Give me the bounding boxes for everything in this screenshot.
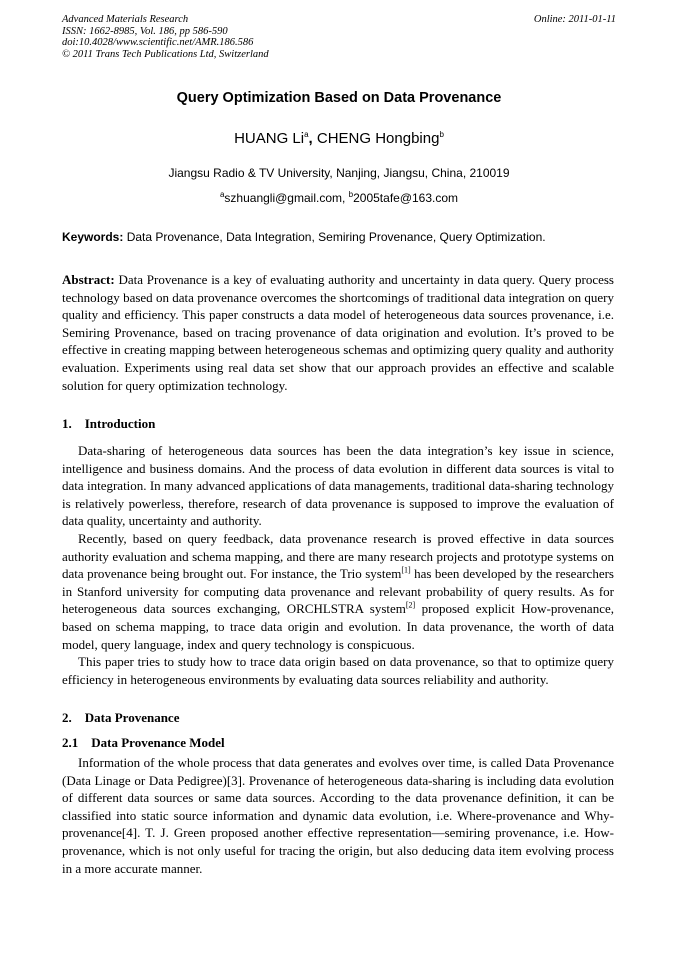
- abstract-label: Abstract:: [62, 272, 115, 287]
- online-date: Online: 2011-01-11: [533, 14, 616, 25]
- abstract: [62, 271, 614, 394]
- citation-2: [2]: [405, 601, 416, 611]
- author-1: HUANG Li: [234, 130, 305, 147]
- author-2: CHENG Hongbing: [316, 130, 440, 147]
- citation-1: [1]: [401, 565, 411, 575]
- text: Recently, based on query feedback, data provenance research is proved effective in data sources authority evaluation and schema mapping, and there are many research projects and prototype systems on data provenance being brought out. For instance, the Trio system: [62, 531, 614, 582]
- email-2: 2005tafe@163.com: [353, 191, 459, 205]
- intro-paragraph-3: This paper tries to study how to trace data origin based on data provenance, so that to optimize query efficiency in heterogeneous environments by evaluating data sources reliability and authority.: [62, 654, 614, 687]
- paper-title: Query Optimization Based on Data Provenance: [176, 90, 502, 106]
- intro-paragraph-1: Data-sharing of heterogeneous data sources has been the data integration’s key issue in science, intelligence and business domains. And the process of data evolution in different data sources is vital to data integration. In many advanced applications of data managements, traditional data-sharing technology is relatively powerless, therefore, research of data provenance is supposed to improve the evaluation of data quality, uncertainty and authority.: [62, 443, 614, 529]
- issn: ISSN: 1662-8985, Vol. 186, pp 586-590: [62, 25, 228, 37]
- section-2-heading: 2. Data Provenance: [62, 710, 180, 725]
- section-1-heading: 1. Introduction: [62, 416, 156, 431]
- author-sep: ,: [308, 130, 317, 147]
- keywords-label: Keywords:: [62, 230, 124, 244]
- journal-name: Advanced Materials Research: [62, 14, 189, 25]
- email-2-sup: b: [348, 190, 354, 199]
- text: has been developed by the researchers in Stanford university for computing data provenance and relevant probability of query results. As for heterogeneous data sources exchanging, ORCHLSTRA system: [62, 566, 614, 617]
- keywords-text: Data Provenance, Data Integration, Semiring Provenance, Query Optimization.: [123, 230, 546, 244]
- section-2-paragraph-1: Information of the whole process that data generates and evolves over time, is called Data Provenance (Data Linage or Data Pedigree)[3]. Provenance of heterogeneous data-sharing is including data evolution of different data sources or same data sources. According to the data provenance definition, it can be classified into static source information and dynamic data evolution, i.e. Where-provenance and Why-provenance[4]. T. J. Green proposed another effective representation—semiring provenance, i.e. How-provenance, which is not only useful for tracing the origin, but also deducing data item evolving process in a more accurate manner.: [62, 755, 614, 876]
- abstract-text: Data Provenance is a key of evaluating authority and uncertainty in data query. Query process technology based on data provenance overcomes the shortcomings of traditional data integration on query quality and efficiency. This paper constructs a data model of heterogeneous data sources provenance, i.e. Semiring Provenance, based on tracing provenance of data origination and evolution. It’s proved to be effective in creating mapping between heterogeneous schemas and optimizing query quality and authority evaluation. Experiments using real data set show that our approach provides an effective and scalable solution for query optimization technology.: [62, 272, 614, 393]
- subsection-2-1-heading: 2.1 Data Provenance Model: [62, 735, 225, 750]
- emails: [0, 191, 678, 205]
- affiliation: Jiangsu Radio & TV University, Nanjing, Jiangsu, China, 210019: [168, 166, 510, 180]
- email-1: szhuangli@gmail.com,: [224, 191, 349, 205]
- copyright: © 2011 Trans Tech Publications Ltd, Switzerland: [62, 48, 269, 60]
- author-2-sup: b: [439, 130, 444, 139]
- text: proposed explicit How-provenance, based on schema mapping, to trace data origin and evolution. In data provenance, the worth of data model, query language, index and query technology is conspicuous.: [62, 601, 614, 652]
- author-1-sup: a: [304, 130, 309, 139]
- email-1-sup: a: [219, 190, 225, 199]
- doi: doi:10.4028/www.scientific.net/AMR.186.586: [62, 37, 254, 48]
- authors: [0, 130, 678, 147]
- keywords: [62, 230, 614, 244]
- intro-paragraph-2: [62, 530, 614, 653]
- journal-info: [62, 14, 269, 60]
